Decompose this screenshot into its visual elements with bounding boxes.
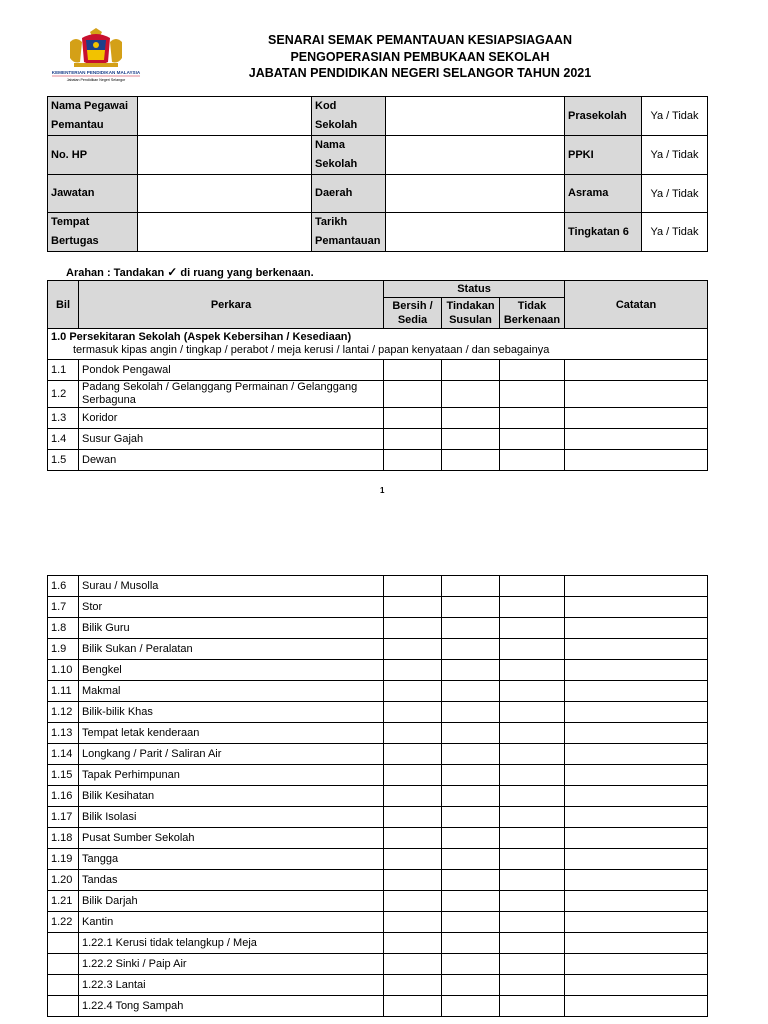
item-label: Padang Sekolah / Gelanggang Permainan / Gelanggang Serbaguna [79, 381, 384, 408]
cell-tidak-berkenaan[interactable] [500, 933, 565, 954]
checklist-row [48, 360, 708, 381]
item-label: Bilik Isolasi [79, 807, 384, 828]
item-number: 1.14 [48, 744, 79, 765]
item-label: Tapak Perhimpunan [79, 765, 384, 786]
item-label: Pondok Pengawal [79, 360, 384, 381]
checklist-row [48, 660, 708, 681]
cell-catatan[interactable] [565, 807, 708, 828]
cell-tindakan-susulan[interactable] [442, 744, 500, 765]
item-number: 1.20 [48, 870, 79, 891]
cell-bersih-sedia[interactable] [384, 597, 442, 618]
cell-bersih-sedia[interactable] [384, 870, 442, 891]
cell-catatan[interactable] [565, 933, 708, 954]
choice-asrama[interactable]: Ya / Tidak [642, 175, 708, 213]
cell-bersih-sedia[interactable] [384, 828, 442, 849]
item-label: Stor [79, 597, 384, 618]
cell-catatan[interactable] [565, 828, 708, 849]
cell-catatan[interactable] [565, 765, 708, 786]
item-number: 1.4 [48, 429, 79, 450]
header-bersih-sedia: Bersih / Sedia [384, 298, 442, 329]
item-label: Bilik Guru [79, 618, 384, 639]
cell-bersih-sedia[interactable] [384, 639, 442, 660]
item-number [48, 954, 79, 975]
cell-tindakan-susulan[interactable] [442, 381, 500, 408]
checklist-row [48, 996, 708, 1017]
cell-catatan[interactable] [565, 891, 708, 912]
cell-tidak-berkenaan[interactable] [500, 765, 565, 786]
cell-tindakan-susulan[interactable] [442, 660, 500, 681]
item-label: Tangga [79, 849, 384, 870]
label-no-hp: No. HP [48, 136, 138, 175]
cell-catatan[interactable] [565, 597, 708, 618]
item-label: Surau / Musolla [79, 576, 384, 597]
monitoring-info-table [47, 96, 708, 252]
checklist-row [48, 786, 708, 807]
section-heading [48, 329, 708, 360]
cell-tidak-berkenaan[interactable] [500, 450, 565, 471]
cell-bersih-sedia[interactable] [384, 618, 442, 639]
cell-catatan[interactable] [565, 849, 708, 870]
item-label: Koridor [79, 408, 384, 429]
cell-tindakan-susulan[interactable] [442, 576, 500, 597]
title-line-3: JABATAN PENDIDIKAN NEGERI SELANGOR TAHUN 2021 [248, 66, 592, 80]
cell-tindakan-susulan[interactable] [442, 912, 500, 933]
item-number: 1.9 [48, 639, 79, 660]
cell-tidak-berkenaan[interactable] [500, 954, 565, 975]
item-number: 1.7 [48, 597, 79, 618]
document-title [200, 32, 640, 82]
checklist-row [48, 576, 708, 597]
header-tidak-berkenaan: Tidak Berkenaan [500, 298, 565, 329]
cell-bersih-sedia[interactable] [384, 576, 442, 597]
cell-catatan[interactable] [565, 660, 708, 681]
header-bil: Bil [48, 281, 79, 329]
item-label: Longkang / Parit / Saliran Air [79, 744, 384, 765]
cell-tidak-berkenaan[interactable] [500, 912, 565, 933]
item-label: Bilik Darjah [79, 891, 384, 912]
item-number: 1.22 [48, 912, 79, 933]
item-number: 1.1 [48, 360, 79, 381]
cell-tidak-berkenaan[interactable] [500, 891, 565, 912]
cell-tindakan-susulan[interactable] [442, 828, 500, 849]
cell-tidak-berkenaan[interactable] [500, 681, 565, 702]
cell-tindakan-susulan[interactable] [442, 408, 500, 429]
cell-tidak-berkenaan[interactable] [500, 660, 565, 681]
section-row [48, 329, 708, 360]
item-label: Tandas [79, 870, 384, 891]
cell-catatan[interactable] [565, 702, 708, 723]
cell-bersih-sedia[interactable] [384, 849, 442, 870]
cell-bersih-sedia[interactable] [384, 975, 442, 996]
cell-tindakan-susulan[interactable] [442, 681, 500, 702]
cell-catatan[interactable] [565, 408, 708, 429]
ministry-crest-logo [44, 28, 148, 84]
checklist-table-page-2 [47, 575, 708, 1017]
item-number: 1.12 [48, 702, 79, 723]
cell-bersih-sedia[interactable] [384, 360, 442, 381]
checklist-row [48, 681, 708, 702]
header-catatan: Catatan [565, 281, 708, 329]
field-daerah[interactable] [386, 175, 565, 213]
label-tarikh-pemantauan: Tarikh Pemantauan [312, 213, 386, 252]
cell-catatan[interactable] [565, 618, 708, 639]
cell-bersih-sedia[interactable] [384, 891, 442, 912]
cell-tidak-berkenaan[interactable] [500, 408, 565, 429]
checklist-row [48, 450, 708, 471]
cell-tidak-berkenaan[interactable] [500, 870, 565, 891]
cell-catatan[interactable] [565, 744, 708, 765]
field-no-hp[interactable] [138, 136, 312, 175]
item-label: Dewan [79, 450, 384, 471]
cell-catatan[interactable] [565, 381, 708, 408]
checkmark-icon: ✓ [167, 265, 178, 279]
cell-tindakan-susulan[interactable] [442, 954, 500, 975]
item-label: Pusat Sumber Sekolah [79, 828, 384, 849]
item-number: 1.6 [48, 576, 79, 597]
item-number [48, 933, 79, 954]
item-label: 1.22.4 Tong Sampah [79, 996, 384, 1017]
checklist-table-page-1 [47, 280, 708, 471]
checklist-row [48, 408, 708, 429]
cell-catatan[interactable] [565, 576, 708, 597]
checklist-row [48, 891, 708, 912]
item-number: 1.13 [48, 723, 79, 744]
cell-tidak-berkenaan[interactable] [500, 429, 565, 450]
checklist-row [48, 744, 708, 765]
label-tempat-bertugas: Tempat Bertugas [48, 213, 138, 252]
checklist-row [48, 702, 708, 723]
header-status: Status [384, 281, 565, 298]
label-asrama: Asrama [565, 175, 642, 213]
label-ppki: PPKI [565, 136, 642, 175]
checklist-row [48, 933, 708, 954]
checklist-row [48, 912, 708, 933]
section-subtitle: termasuk kipas angin / tingkap / perabot / meja kerusi / lantai / papan kenyataan / dan sebagainya [73, 344, 550, 356]
cell-catatan[interactable] [565, 975, 708, 996]
cell-bersih-sedia[interactable] [384, 786, 442, 807]
cell-catatan[interactable] [565, 681, 708, 702]
cell-bersih-sedia[interactable] [384, 807, 442, 828]
item-number: 1.15 [48, 765, 79, 786]
header-tindakan-susulan: Tindakan Susulan [442, 298, 500, 329]
cell-tindakan-susulan[interactable] [442, 639, 500, 660]
cell-bersih-sedia[interactable] [384, 681, 442, 702]
cell-tidak-berkenaan[interactable] [500, 597, 565, 618]
item-label: Bilik Kesihatan [79, 786, 384, 807]
item-number: 1.11 [48, 681, 79, 702]
cell-tindakan-susulan[interactable] [442, 618, 500, 639]
item-label: Kantin [79, 912, 384, 933]
item-label: 1.22.3 Lantai [79, 975, 384, 996]
item-number: 1.21 [48, 891, 79, 912]
cell-tidak-berkenaan[interactable] [500, 576, 565, 597]
item-number: 1.3 [48, 408, 79, 429]
cell-tindakan-susulan[interactable] [442, 450, 500, 471]
label-prasekolah: Prasekolah [565, 97, 642, 136]
item-number: 1.16 [48, 786, 79, 807]
checklist-row [48, 597, 708, 618]
label-nama-pegawai: Nama Pegawai Pemantau [48, 97, 138, 136]
cell-tindakan-susulan[interactable] [442, 975, 500, 996]
field-nama-pegawai[interactable] [138, 97, 312, 136]
cell-bersih-sedia[interactable] [384, 996, 442, 1017]
cell-bersih-sedia[interactable] [384, 744, 442, 765]
cell-bersih-sedia[interactable] [384, 933, 442, 954]
cell-tidak-berkenaan[interactable] [500, 618, 565, 639]
field-nama-sekolah[interactable] [386, 136, 565, 175]
item-number [48, 996, 79, 1017]
item-label: Bilik Sukan / Peralatan [79, 639, 384, 660]
label-daerah: Daerah [312, 175, 386, 213]
cell-bersih-sedia[interactable] [384, 702, 442, 723]
item-number: 1.19 [48, 849, 79, 870]
cell-tindakan-susulan[interactable] [442, 702, 500, 723]
cell-tidak-berkenaan[interactable] [500, 381, 565, 408]
cell-bersih-sedia[interactable] [384, 408, 442, 429]
cell-catatan[interactable] [565, 360, 708, 381]
cell-tindakan-susulan[interactable] [442, 933, 500, 954]
item-number: 1.10 [48, 660, 79, 681]
choice-tingkatan-6[interactable]: Ya / Tidak [642, 213, 708, 252]
cell-catatan[interactable] [565, 429, 708, 450]
page-number: 1 [380, 486, 385, 495]
cell-bersih-sedia[interactable] [384, 660, 442, 681]
cell-tidak-berkenaan[interactable] [500, 828, 565, 849]
cell-tidak-berkenaan[interactable] [500, 975, 565, 996]
item-number: 1.18 [48, 828, 79, 849]
cell-tindakan-susulan[interactable] [442, 870, 500, 891]
section-title: 1.0 Persekitaran Sekolah (Aspek Kebersihan / Kesediaan) [51, 331, 352, 343]
item-number: 1.17 [48, 807, 79, 828]
cell-catatan[interactable] [565, 870, 708, 891]
item-number: 1.2 [48, 381, 79, 408]
cell-catatan[interactable] [565, 450, 708, 471]
field-tarikh-pemantauan[interactable] [386, 213, 565, 252]
cell-tindakan-susulan[interactable] [442, 786, 500, 807]
instruction-text: Arahan : Tandakan ✓ di ruang yang berkenaan. [66, 265, 314, 279]
checklist-row [48, 723, 708, 744]
checklist-row [48, 975, 708, 996]
item-label: Bengkel [79, 660, 384, 681]
logo-caption-2: Jabatan Pendidikan Negeri Selangor [66, 78, 126, 82]
cell-bersih-sedia[interactable] [384, 429, 442, 450]
item-label: Bilik-bilik Khas [79, 702, 384, 723]
cell-tindakan-susulan[interactable] [442, 849, 500, 870]
cell-tidak-berkenaan[interactable] [500, 702, 565, 723]
cell-tindakan-susulan[interactable] [442, 360, 500, 381]
cell-bersih-sedia[interactable] [384, 381, 442, 408]
cell-tidak-berkenaan[interactable] [500, 849, 565, 870]
choice-prasekolah[interactable]: Ya / Tidak [642, 97, 708, 136]
cell-bersih-sedia[interactable] [384, 912, 442, 933]
cell-tidak-berkenaan[interactable] [500, 723, 565, 744]
checklist-row [48, 954, 708, 975]
item-number [48, 975, 79, 996]
cell-tindakan-susulan[interactable] [442, 891, 500, 912]
cell-tidak-berkenaan[interactable] [500, 744, 565, 765]
title-line-1: SENARAI SEMAK PEMANTAUAN KESIAPSIAGAAN [268, 33, 572, 47]
checklist-row [48, 639, 708, 660]
cell-tindakan-susulan[interactable] [442, 723, 500, 744]
cell-bersih-sedia[interactable] [384, 765, 442, 786]
field-tempat-bertugas[interactable] [138, 213, 312, 252]
checklist-row [48, 828, 708, 849]
checklist-row [48, 429, 708, 450]
cell-bersih-sedia[interactable] [384, 954, 442, 975]
header-perkara: Perkara [79, 281, 384, 329]
cell-catatan[interactable] [565, 996, 708, 1017]
label-tingkatan-6: Tingkatan 6 [565, 213, 642, 252]
cell-bersih-sedia[interactable] [384, 450, 442, 471]
cell-tidak-berkenaan[interactable] [500, 360, 565, 381]
cell-catatan[interactable] [565, 639, 708, 660]
checklist-row [48, 381, 708, 408]
cell-tidak-berkenaan[interactable] [500, 639, 565, 660]
cell-bersih-sedia[interactable] [384, 723, 442, 744]
item-number: 1.8 [48, 618, 79, 639]
label-jawatan: Jawatan [48, 175, 138, 213]
checklist-row [48, 849, 708, 870]
label-nama-sekolah: Nama Sekolah [312, 136, 386, 175]
cell-tidak-berkenaan[interactable] [500, 996, 565, 1017]
cell-tidak-berkenaan[interactable] [500, 786, 565, 807]
cell-catatan[interactable] [565, 786, 708, 807]
cell-catatan[interactable] [565, 723, 708, 744]
item-label: Tempat letak kenderaan [79, 723, 384, 744]
cell-tindakan-susulan[interactable] [442, 807, 500, 828]
cell-catatan[interactable] [565, 954, 708, 975]
cell-tindakan-susulan[interactable] [442, 765, 500, 786]
item-label: Makmal [79, 681, 384, 702]
field-jawatan[interactable] [138, 175, 312, 213]
item-number: 1.5 [48, 450, 79, 471]
choice-ppki[interactable]: Ya / Tidak [642, 136, 708, 175]
label-kod-sekolah: Kod Sekolah [312, 97, 386, 136]
checklist-row [48, 807, 708, 828]
checklist-row [48, 618, 708, 639]
checklist-row [48, 870, 708, 891]
cell-tindakan-susulan[interactable] [442, 429, 500, 450]
item-label: 1.22.2 Sinki / Paip Air [79, 954, 384, 975]
cell-tindakan-susulan[interactable] [442, 996, 500, 1017]
field-kod-sekolah[interactable] [386, 97, 565, 136]
checklist-row [48, 765, 708, 786]
cell-tindakan-susulan[interactable] [442, 597, 500, 618]
logo-caption-1: KEMENTERIAN PENDIDIKAN MALAYSIA [51, 70, 141, 75]
title-line-2: PENGOPERASIAN PEMBUKAAN SEKOLAH [290, 49, 550, 64]
document-header [0, 0, 768, 90]
item-label: Susur Gajah [79, 429, 384, 450]
item-label: 1.22.1 Kerusi tidak telangkup / Meja [79, 933, 384, 954]
cell-tidak-berkenaan[interactable] [500, 807, 565, 828]
cell-catatan[interactable] [565, 912, 708, 933]
